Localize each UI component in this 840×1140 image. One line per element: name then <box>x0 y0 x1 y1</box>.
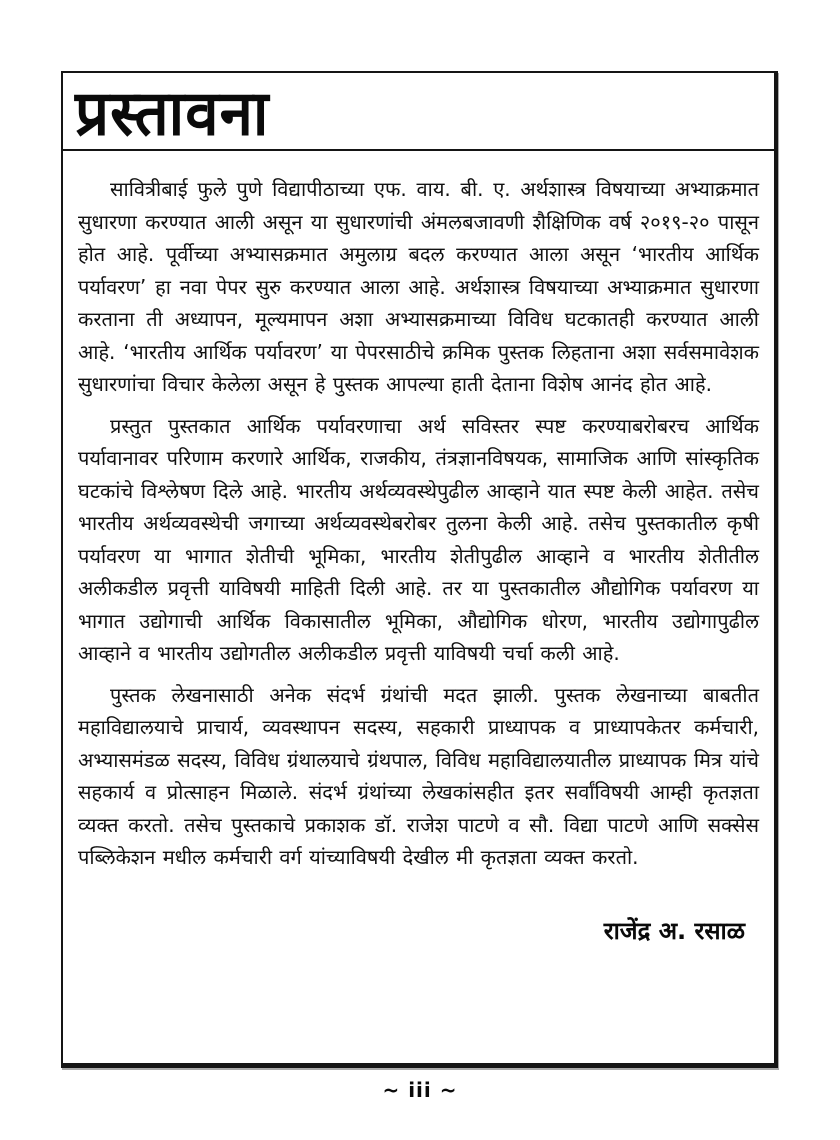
page-border-frame <box>61 71 778 1068</box>
author-signature: राजेंद्र अ. रसाळ <box>603 916 745 945</box>
page-title: प्रस्तावना <box>75 77 270 151</box>
paragraph-1: सावित्रीबाई फुले पुणे विद्यापीठाच्या एफ. वाय. बी. ए. अर्थशास्त्र विषयाच्या अभ्याक्रमात सुधारणा करण्यात आली असून या सुधारणांची अंमलबजावणी शैक्षिणिक वर्ष २०१९-२० पासून होत आहे. पूर्वीच्या अभ्यासक्रमात अमुलाग्र बदल करण्यात आला असून ‘भारतीय आर्थिक पर्यावरण’ हा नवा पेपर सुरु करण्यात आला आहे. अर्थशास्त्र विषयाच्या अभ्याक्रमात सुधारणा करताना ती अध्यापन, मूल्यमापन अशा अभ्यासक्रमाच्या विविध घटकातही करण्यात आली आहे. ‘भारतीय आर्थिक पर्यावरण’ या पेपरसाठीचे क्रमिक पुस्तक लिहताना अशा सर्वसमावेशक सुधारणांचा विचार केलेला असून हे पुस्तक आपल्या हाती देताना विशेष आनंद होत आहे. <box>78 177 759 396</box>
paragraph-2: प्रस्तुत पुस्तकात आर्थिक पर्यावरणाचा अर्थ सविस्तर स्पष्ट करण्याबरोबरच आर्थिक पर्यावानावर परिणाम करणारे आर्थिक, राजकीय, तंत्रज्ञानविषयक, सामाजिक आणि सांस्कृतिक घटकांचे विश्लेषण दिले आहे. भारतीय अर्थव्यवस्थेपुढील आव्हाने यात स्पष्ट केली आहेत. तसेच भारतीय अर्थव्यवस्थेची जगाच्या अर्थव्यवस्थेबरोबर तुलना केली आहे. तसेच पुस्तकातील कृषी पर्यावरण या भागात शेतीची भूमिका, भारतीय शेतीपुढील आव्हाने व भारतीय शेतीतील अलीकडील प्रवृत्ती याविषयी माहिती दिली आहे. तर या पुस्तकातील औद्योगिक पर्यावरण या भागात उद्योगाची आर्थिक विकासातील भूमिका, औद्योगिक धोरण, भारतीय उद्योगापुढील आव्हाने व भारतीय उद्योगतील अलीकडील प्रवृत्ती याविषयी चर्चा कली आहे. <box>78 413 759 665</box>
page-number: ~ iii ~ <box>382 1078 458 1102</box>
paragraph-3: पुस्तक लेखनासाठी अनेक संदर्भ ग्रंथांची मदत झाली. पुस्तक लेखनाच्या बाबतीत महाविद्यालयाचे प्राचार्य, व्यवस्थापन सदस्य, सहकारी प्राध्यापक व प्राध्यापकेतर कर्मचारी, अभ्यासमंडळ सदस्य, विविध ग्रंथालयाचे ग्रंथपाल, विविध महाविद्यालयातील प्राध्यापक मित्र यांचे सहकार्य व प्रोत्साहन मिळाले. संदर्भ ग्रंथांच्या लेखकांसहीत इतर सर्वांविषयी आम्ही कृतज्ञता व्यक्त करतो. तसेच पुस्तकाचे प्रकाशक डॉ. राजेश पाटणे व सौ. विद्या पाटणे आणि सक्सेस पब्लिकेशन मधील कर्मचारी वर्ग यांच्याविषयी देखील मी कृतज्ञता व्यक्त करतो. <box>78 682 759 869</box>
title-band <box>63 73 774 151</box>
preface-body <box>63 151 774 947</box>
